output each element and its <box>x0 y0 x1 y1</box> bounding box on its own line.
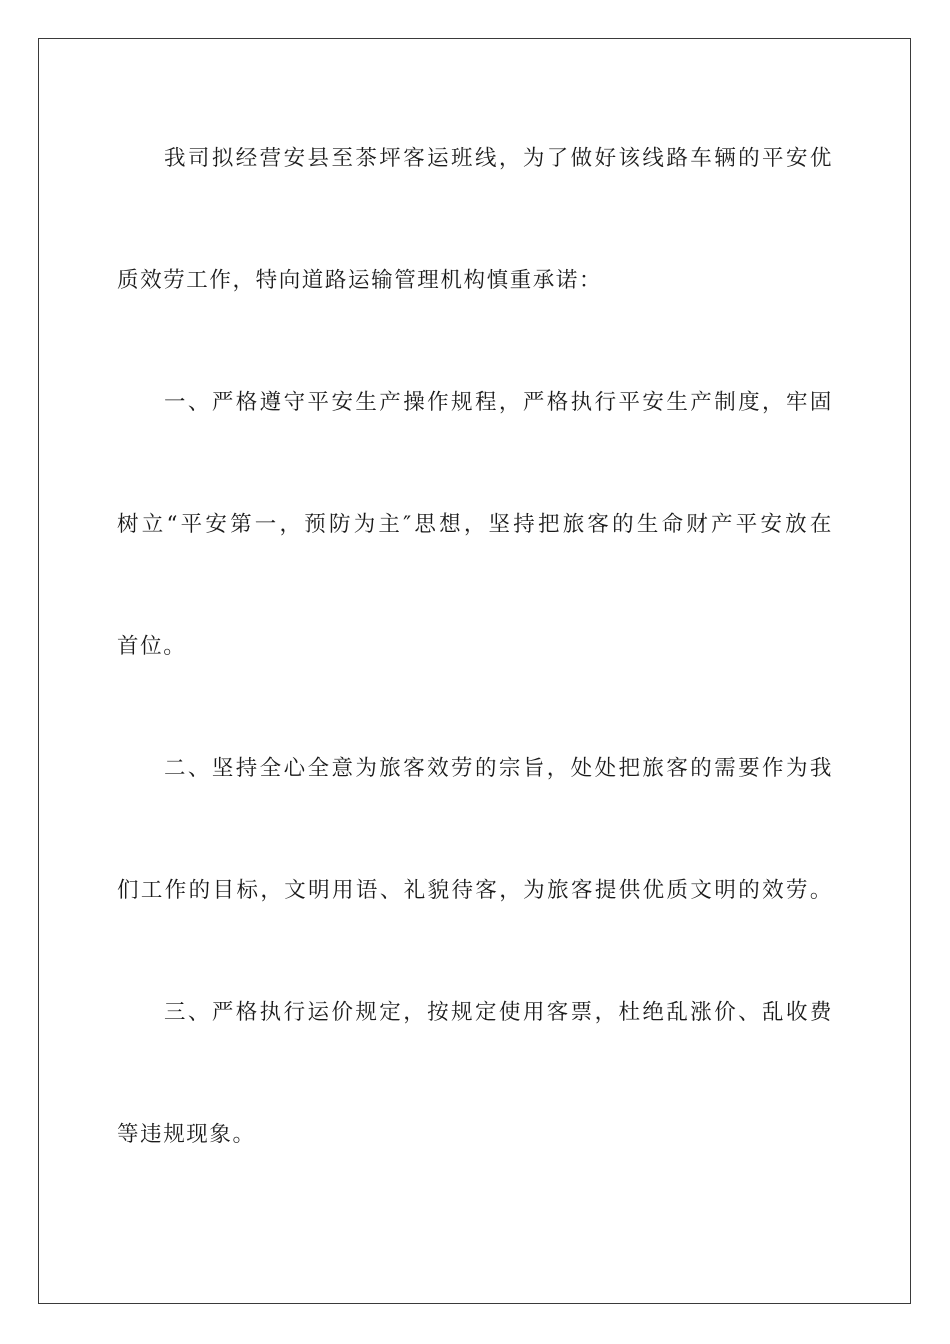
paragraph-2-line-1: 一、严格遵守平安生产操作规程，严格执行平安生产制度，牢固 <box>164 390 833 415</box>
line-spacing <box>117 1043 833 1104</box>
paragraph-1-line-1: 我司拟经营安县至茶坪客运班线，为了做好该线路车辆的平安优 <box>164 146 833 171</box>
paragraph-4-line-1: 三、严格执行运价规定，按规定使用客票，杜绝乱涨价、乱收费 <box>164 1000 833 1025</box>
paragraph-3-line-2: 们工作的目标，文明用语、礼貌待客，为旅客提供优质文明的效劳。 <box>117 878 833 903</box>
paragraph-2-line-3: 首位。 <box>117 634 187 659</box>
line-spacing <box>117 677 833 738</box>
line-spacing <box>117 189 833 250</box>
paragraph-2-line-2: 树立“平安第一，预防为主″思想，坚持把旅客的生命财产平安放在 <box>117 512 833 537</box>
document-body <box>117 128 833 1165</box>
line-spacing <box>117 799 833 860</box>
line-spacing <box>117 433 833 494</box>
line-spacing <box>117 921 833 982</box>
paragraph-4-line-2: 等违规现象。 <box>117 1122 256 1147</box>
line-spacing <box>117 555 833 616</box>
line-spacing <box>117 311 833 372</box>
paragraph-1-line-2: 质效劳工作，特向道路运输管理机构慎重承诺： <box>117 268 603 293</box>
paragraph-3-line-1: 二、坚持全心全意为旅客效劳的宗旨，处处把旅客的需要作为我 <box>164 756 833 781</box>
